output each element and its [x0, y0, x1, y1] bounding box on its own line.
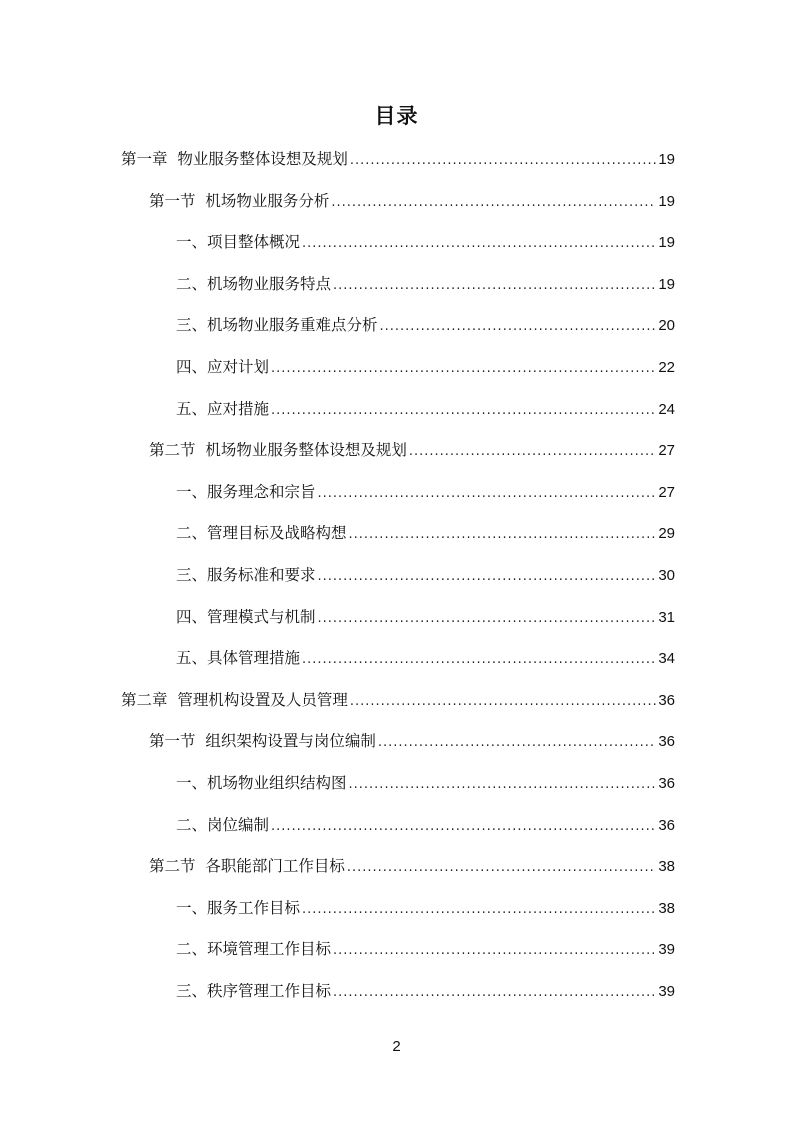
toc-entry[interactable]	[149, 183, 675, 219]
toc-entry[interactable]	[149, 432, 675, 468]
toc-entry-page: 36	[658, 816, 675, 834]
leader-dots	[333, 933, 656, 969]
leader-dots	[271, 393, 656, 429]
page-number: 2	[392, 1038, 401, 1055]
toc-entry-label: 第一章 物业服务整体设想及规划	[121, 150, 348, 168]
toc-entry-page: 30	[658, 567, 675, 584]
toc-entry-page: 19	[658, 151, 675, 168]
toc-entry-page: 24	[658, 400, 675, 418]
leader-dots	[318, 601, 657, 637]
toc-entry-page: 27	[658, 442, 675, 460]
toc-entry-label: 二、管理目标及战略构想	[176, 524, 347, 543]
toc-entry[interactable]	[176, 557, 675, 593]
toc-entry[interactable]	[176, 931, 675, 967]
toc-entry[interactable]	[176, 765, 675, 801]
toc-entry[interactable]	[149, 848, 675, 884]
toc-entry-page: 31	[658, 608, 675, 626]
toc-entry-page: 27	[658, 483, 675, 501]
leader-dots	[331, 185, 656, 221]
leader-dots	[318, 476, 657, 512]
toc-entry-page: 38	[658, 899, 675, 917]
toc-entry[interactable]	[176, 807, 675, 843]
toc-entry[interactable]	[176, 515, 675, 551]
toc-entry[interactable]	[176, 391, 675, 427]
leader-dots	[350, 684, 656, 720]
toc-entry[interactable]	[176, 266, 675, 302]
leader-dots	[271, 809, 656, 845]
toc-entry-page: 36	[658, 691, 675, 709]
toc-entry-label: 二、机场物业服务特点	[176, 274, 332, 293]
toc-entry[interactable]	[176, 224, 675, 260]
toc-entry-label: 第一节 组织架构设置与岗位编制	[149, 732, 376, 751]
toc-entry-page: 22	[658, 359, 675, 376]
leader-dots	[302, 892, 656, 928]
toc-entry-page: 19	[658, 192, 675, 210]
leader-dots	[302, 226, 656, 262]
toc-entry-page: 39	[658, 941, 675, 959]
toc-entry-label: 五、应对措施	[176, 399, 270, 418]
toc-entry[interactable]	[176, 640, 675, 676]
toc-entry-page: 38	[658, 858, 675, 876]
toc-entry-label: 二、环境管理工作目标	[176, 940, 332, 959]
toc-entry-label: 一、服务理念和宗旨	[176, 482, 316, 501]
toc-entry-label: 第二节 各职能部门工作目标	[149, 857, 345, 876]
toc-entry[interactable]	[121, 682, 675, 718]
toc-entry-page: 20	[658, 317, 675, 335]
toc-entry-label: 三、服务标准和要求	[176, 566, 316, 584]
toc-entry-label: 第一节 机场物业服务分析	[149, 191, 330, 210]
toc-entry-page: 39	[658, 983, 675, 1000]
toc-entry[interactable]	[176, 349, 675, 385]
toc-entry-label: 三、秩序管理工作目标	[176, 982, 332, 1000]
toc-entry-page: 19	[658, 234, 675, 252]
toc-entry[interactable]	[121, 141, 675, 177]
leader-dots	[302, 642, 656, 678]
toc-entry-label: 第二章 管理机构设置及人员管理	[121, 690, 348, 709]
leader-dots	[333, 268, 656, 304]
toc-entry-page: 29	[658, 525, 675, 543]
leader-dots	[271, 351, 656, 387]
toc-entry-label: 一、服务工作目标	[176, 898, 301, 917]
leader-dots	[347, 850, 656, 886]
toc-entry-label: 一、项目整体概况	[176, 233, 301, 252]
toc-entry-label: 二、岗位编制	[176, 815, 270, 834]
toc-entry[interactable]	[149, 723, 675, 759]
toc-entry-page: 36	[658, 733, 675, 751]
leader-dots	[378, 725, 656, 761]
leader-dots	[333, 975, 656, 1011]
toc-entry[interactable]	[176, 599, 675, 635]
toc-entry-page: 36	[658, 775, 675, 792]
leader-dots	[380, 309, 657, 345]
toc-entry[interactable]	[176, 307, 675, 343]
toc-entry-label: 三、机场物业服务重难点分析	[176, 316, 378, 335]
toc-entry[interactable]	[176, 973, 675, 1009]
leader-dots	[318, 559, 657, 595]
toc-entry-page: 19	[658, 275, 675, 293]
toc-entry-label: 四、应对计划	[176, 358, 270, 376]
toc-entry-label: 四、管理模式与机制	[176, 607, 316, 626]
leader-dots	[349, 517, 657, 553]
leader-dots	[350, 143, 656, 179]
leader-dots	[409, 434, 656, 470]
toc-entry-label: 五、具体管理措施	[176, 649, 301, 668]
toc-entry[interactable]	[176, 890, 675, 926]
toc-title: 目录	[374, 104, 419, 128]
toc-entry-page: 34	[658, 650, 675, 668]
toc-entry-label: 第二节 机场物业服务整体设想及规划	[149, 441, 407, 460]
toc-entry-label: 一、机场物业组织结构图	[176, 774, 347, 792]
leader-dots	[349, 767, 657, 803]
toc-entry[interactable]	[176, 474, 675, 510]
